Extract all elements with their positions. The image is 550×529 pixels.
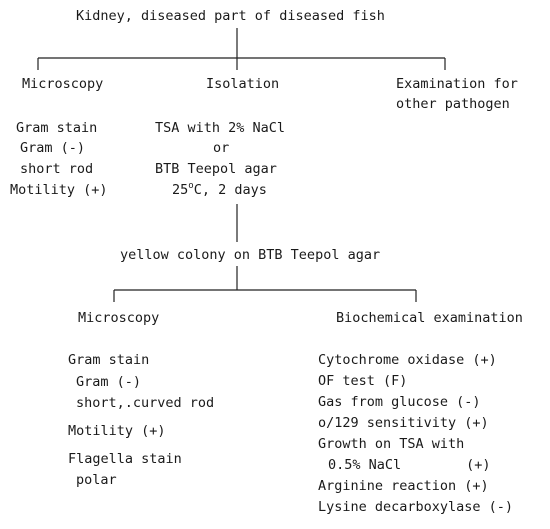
microscopy-2-item: Flagella stain — [68, 451, 182, 467]
microscopy-1-item: Gram stain — [16, 120, 98, 136]
isolation-title: Isolation — [206, 76, 280, 92]
other-pathogen-line2: other pathogen — [396, 96, 510, 112]
biochem-item: Lysine decarboxylase (-) — [318, 499, 514, 515]
isolation-incubation — [172, 181, 267, 198]
biochem-item: Growth on TSA with — [318, 436, 465, 452]
biochem-item: Cytochrome oxidase (+) — [318, 352, 497, 368]
microscopy-2-item: Motility (+) — [68, 423, 166, 439]
microscopy-1-title: Microscopy — [22, 76, 104, 92]
biochem-item: 0.5% NaCl (+) — [328, 457, 491, 473]
incubation-duration: C, 2 days — [193, 182, 267, 198]
microscopy-1-item: Gram (-) — [20, 140, 86, 156]
biochem-item: Arginine reaction (+) — [318, 478, 489, 494]
microscopy-1-item: short rod — [20, 161, 94, 177]
biochem-title: Biochemical examination — [336, 310, 523, 326]
microscopy-2-item: polar — [76, 472, 117, 488]
microscopy-2-item: short,.curved rod — [76, 395, 215, 411]
microscopy-2-item: Gram (-) — [76, 374, 142, 390]
biochem-item: Gas from glucose (-) — [318, 394, 481, 410]
microscopy-1-item: Motility (+) — [10, 182, 108, 198]
degree-sign: o — [188, 181, 194, 191]
microscopy-2-title: Microscopy — [78, 310, 160, 326]
isolation-or: or — [213, 140, 230, 156]
microscopy-2-item: Gram stain — [68, 352, 150, 368]
colony-label: yellow colony on BTB Teepol agar — [120, 247, 381, 263]
other-pathogen-line1: Examination for — [396, 76, 518, 92]
biochem-item: OF test (F) — [318, 373, 408, 389]
isolation-medium-tsa: TSA with 2% NaCl — [155, 120, 286, 136]
incubation-temperature: 25 — [172, 182, 189, 198]
biochem-item: o/129 sensitivity (+) — [318, 415, 489, 431]
root-label: Kidney, diseased part of diseased fish — [76, 8, 385, 24]
isolation-medium-btb: BTB Teepol agar — [155, 161, 277, 177]
